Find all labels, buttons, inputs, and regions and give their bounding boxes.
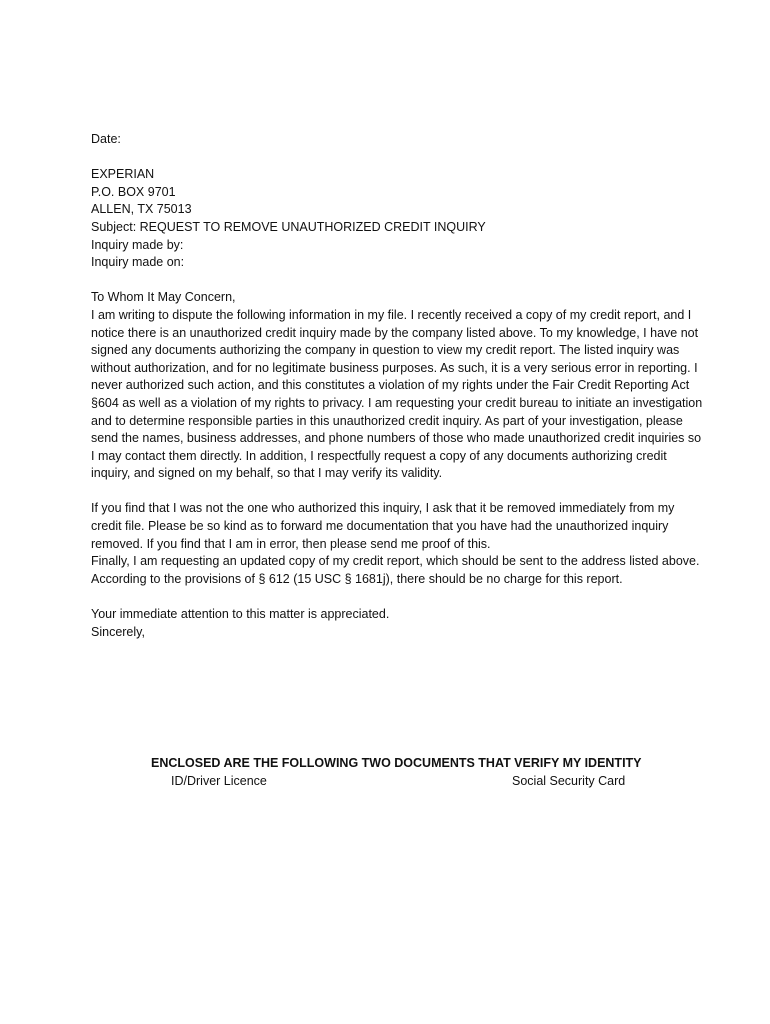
enclosure-title: ENCLOSED ARE THE FOLLOWING TWO DOCUMENTS THAT VERIFY MY IDENTITY: [151, 756, 642, 770]
spacer: [91, 149, 721, 167]
paragraph-1: [91, 307, 721, 483]
spacer: [91, 483, 721, 501]
paragraph-line: never authorized such action, and this constitutes a violation of my rights under the Fair Credit Reporting Act: [91, 378, 690, 393]
paragraph-line: removed. If you find that I am in error, then please send me proof of this.: [91, 536, 491, 551]
recipient-name: EXPERIAN: [91, 167, 155, 182]
paragraph-line: I am writing to dispute the following information in my file. I recently received a copy of my credit report, and I: [91, 307, 692, 322]
paragraph-line: inquiry, and signed on my behalf, so that I may verify its validity.: [91, 466, 443, 481]
paragraph-2: [91, 500, 721, 588]
recipient-city-state-zip: ALLEN, TX 75013: [91, 202, 192, 217]
closing-line: Your immediate attention to this matter is appreciated.: [91, 607, 390, 622]
signoff: Sincerely,: [91, 624, 145, 639]
paragraph-line: and to determine responsible parties in this unauthorized credit inquiry. As part of your investigation, please: [91, 413, 683, 428]
paragraph-line: notice there is an unauthorized credit inquiry made by the company listed above. To my knowledge, I have not: [91, 325, 699, 340]
inquiry-made-by: Inquiry made by:: [91, 237, 184, 252]
letter-body: [91, 131, 721, 641]
paragraph-line: signed any documents authorizing the company in question to view my credit report. The listed inquiry was: [91, 343, 680, 358]
date-label: Date:: [91, 132, 121, 146]
recipient-po-box: P.O. BOX 9701: [91, 184, 176, 199]
salutation: To Whom It May Concern,: [91, 290, 236, 305]
paragraph-line: I may contact them directly. In addition, I respectfully request a copy of any documents authorizing credit: [91, 448, 667, 463]
inquiry-made-on: Inquiry made on:: [91, 255, 185, 270]
paragraph-line: According to the provisions of § 612 (15 USC § 1681j), there should be no charge for this report.: [91, 571, 623, 586]
enclosed-document-id: ID/Driver Licence: [171, 774, 267, 788]
subject-line: Subject: REQUEST TO REMOVE UNAUTHORIZED CREDIT INQUIRY: [91, 219, 486, 234]
spacer: [91, 272, 721, 290]
paragraph-line: Finally, I am requesting an updated copy of my credit report, which should be sent to the address listed above.: [91, 554, 700, 569]
paragraph-line: If you find that I was not the one who authorized this inquiry, I ask that it be removed immediately from my: [91, 501, 675, 516]
paragraph-line: §604 as well as a violation of my rights to privacy. I am requesting your credit bureau to initiate an investigation: [91, 395, 703, 410]
spacer: [91, 588, 721, 606]
enclosed-document-ssn: Social Security Card: [512, 774, 626, 788]
paragraph-line: without authorization, and for no legitimate business purposes. As such, it is a very serious error in reporting. I: [91, 360, 698, 375]
paragraph-line: send the names, business addresses, and phone numbers of those who made unauthorized credit inquiries so: [91, 431, 702, 446]
paragraph-line: credit file. Please be so kind as to forward me documentation that you have had the unauthorized inquiry: [91, 519, 669, 534]
